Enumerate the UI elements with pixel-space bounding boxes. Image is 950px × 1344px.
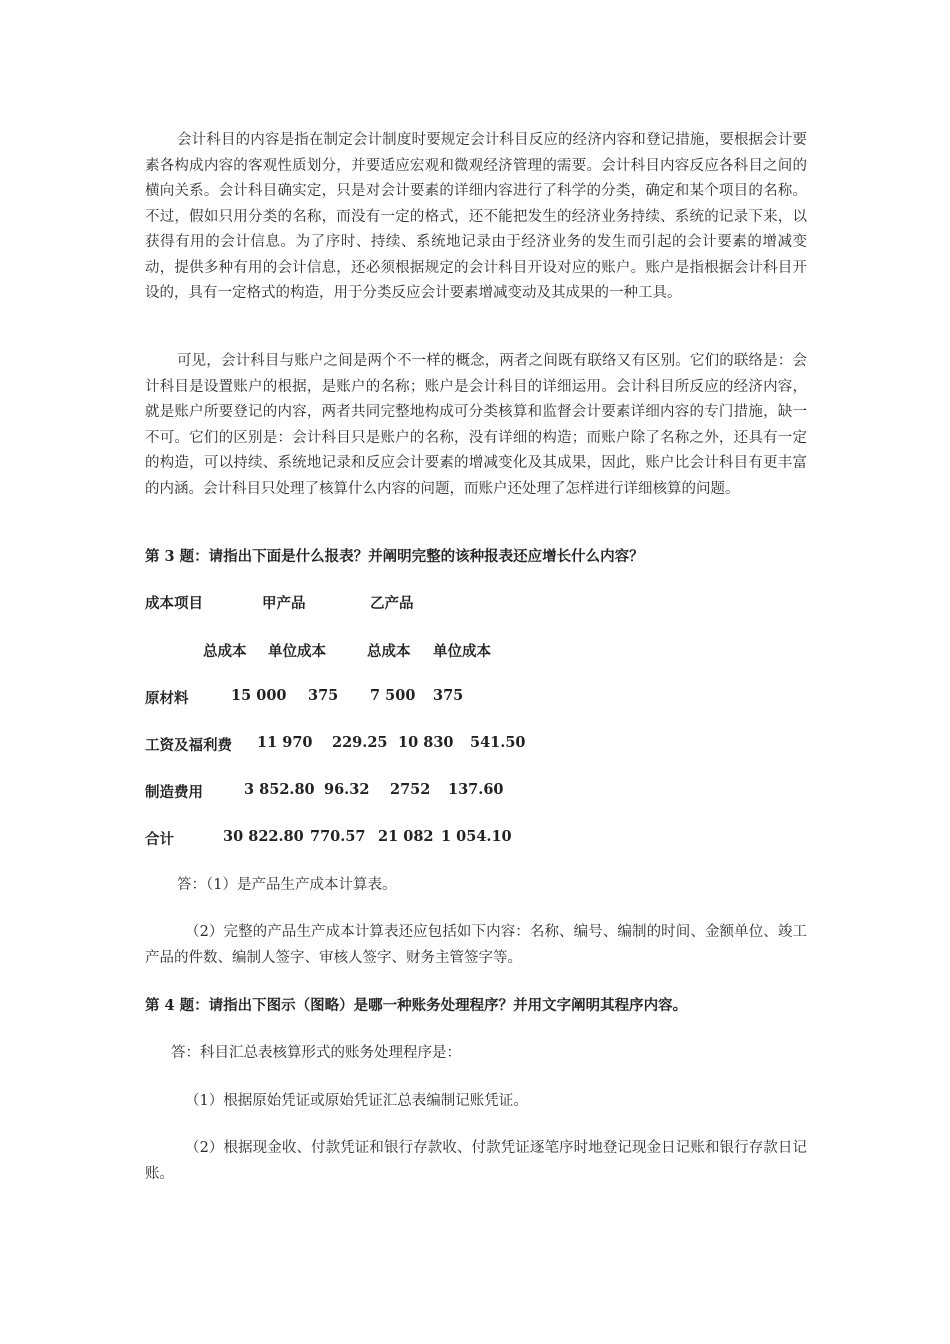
a-unit-cost: 96.32 bbox=[324, 781, 370, 798]
a-total-cost: 15 000 bbox=[231, 687, 287, 704]
row-label: 原材料 bbox=[145, 690, 189, 707]
b-total-cost: 21 082 bbox=[378, 828, 434, 845]
a-total-cost-header: 总成本 bbox=[203, 643, 247, 660]
paragraph-subject-vs-account: 可见，会计科目与账户之间是两个不一样的概念，两者之间既有联络又有区别。它们的联络是：会计科目是设置账户的根据，是账户的名称；账户是会计科目的详细运用。会计科目所反应的经济内容，就是账户所要登记的内容，两者共同完整地构成可分类核算和监督会计要素详细内容的专门措施，缺一不可。它们的区别是：会计科目只是账户的名称，没有详细的构造；而账户除了名称之外，还具有一定的构造，可以持续、系统地记录和反应会计要素的增减变化及其成果，因此，账户比会计科目有更丰富的内涵。会计科目只处理了核算什么内容的问题，而账户还处理了怎样进行详细核算的问题。 bbox=[145, 353, 807, 497]
row-label: 合计 bbox=[145, 831, 174, 848]
question-4-answer-intro: 答：科目汇总表核算形式的账务处理程序是： bbox=[171, 1045, 461, 1061]
a-total-cost: 3 852.80 bbox=[244, 781, 315, 798]
row-label: 工资及福利费 bbox=[145, 737, 232, 754]
product-a-header: 甲产品 bbox=[262, 595, 306, 612]
b-unit-cost: 1 054.10 bbox=[441, 828, 512, 845]
question-4-heading: 第 4 题：请指出下图示（图略）是哪一种账务处理程序？并用文字阐明其程序内容。 bbox=[145, 997, 688, 1014]
a-total-cost: 11 970 bbox=[257, 734, 313, 751]
product-b-header: 乙产品 bbox=[370, 595, 414, 612]
a-unit-cost-header: 单位成本 bbox=[268, 643, 326, 660]
a-unit-cost: 375 bbox=[308, 687, 339, 704]
b-total-cost: 7 500 bbox=[370, 687, 416, 704]
paragraph-subject-content: 会计科目的内容是指在制定会计制度时要规定会计科目反应的经济内容和登记措施，要根据会计要素各构成内容的客观性质划分，并要适应宏观和微观经济管理的需要。会计科目内容反应各科目之间的横向关系。会计科目确实定，只是对会计要素的详细内容进行了科学的分类，确定和某个项目的名称。不过，假如只用分类的名称，而没有一定的格式，还不能把发生的经济业务持续、系统的记录下来，以获得有用的会计信息。为了序时、持续、系统地记录由于经济业务的发生而引起的会计要素的增减变动，提供多种有用的会计信息，还必须根据规定的会计科目开设对应的账户。账户是指根据会计科目开设的，具有一定格式的构造，用于分类反应会计要素增减变动及其成果的一种工具。 bbox=[145, 132, 807, 301]
question-3-heading: 第 3 题：请指出下面是什么报表？并阐明完整的该种报表还应增长什么内容？ bbox=[145, 548, 644, 565]
a-unit-cost: 770.57 bbox=[310, 828, 366, 845]
question-4-step-1: （1）根据原始凭证或原始凭证汇总表编制记账凭证。 bbox=[185, 1093, 528, 1109]
b-unit-cost: 541.50 bbox=[470, 734, 526, 751]
b-total-cost-header: 总成本 bbox=[367, 643, 411, 660]
question-3-answer-2: （2）完整的产品生产成本计算表还应包括如下内容：名称、编号、编制的时间、金额单位、竣工产品的件数、编制人签字、审核人签字、财务主管签字等。 bbox=[145, 924, 807, 966]
b-unit-cost: 137.60 bbox=[448, 781, 504, 798]
a-unit-cost: 229.25 bbox=[332, 734, 388, 751]
b-unit-cost: 375 bbox=[433, 687, 464, 704]
b-unit-cost-header: 单位成本 bbox=[433, 643, 491, 660]
b-total-cost: 2752 bbox=[390, 781, 431, 798]
question-4-step-2: （2）根据现金收、付款凭证和银行存款收、付款凭证逐笔序时地登记现金日记账和银行存款日记账。 bbox=[145, 1140, 807, 1182]
b-total-cost: 10 830 bbox=[398, 734, 454, 751]
a-total-cost: 30 822.80 bbox=[223, 828, 304, 845]
cost-item-header: 成本项目 bbox=[145, 595, 203, 612]
question-3-answer-1: 答：（1）是产品生产成本计算表。 bbox=[177, 877, 397, 893]
row-label: 制造费用 bbox=[145, 784, 203, 801]
